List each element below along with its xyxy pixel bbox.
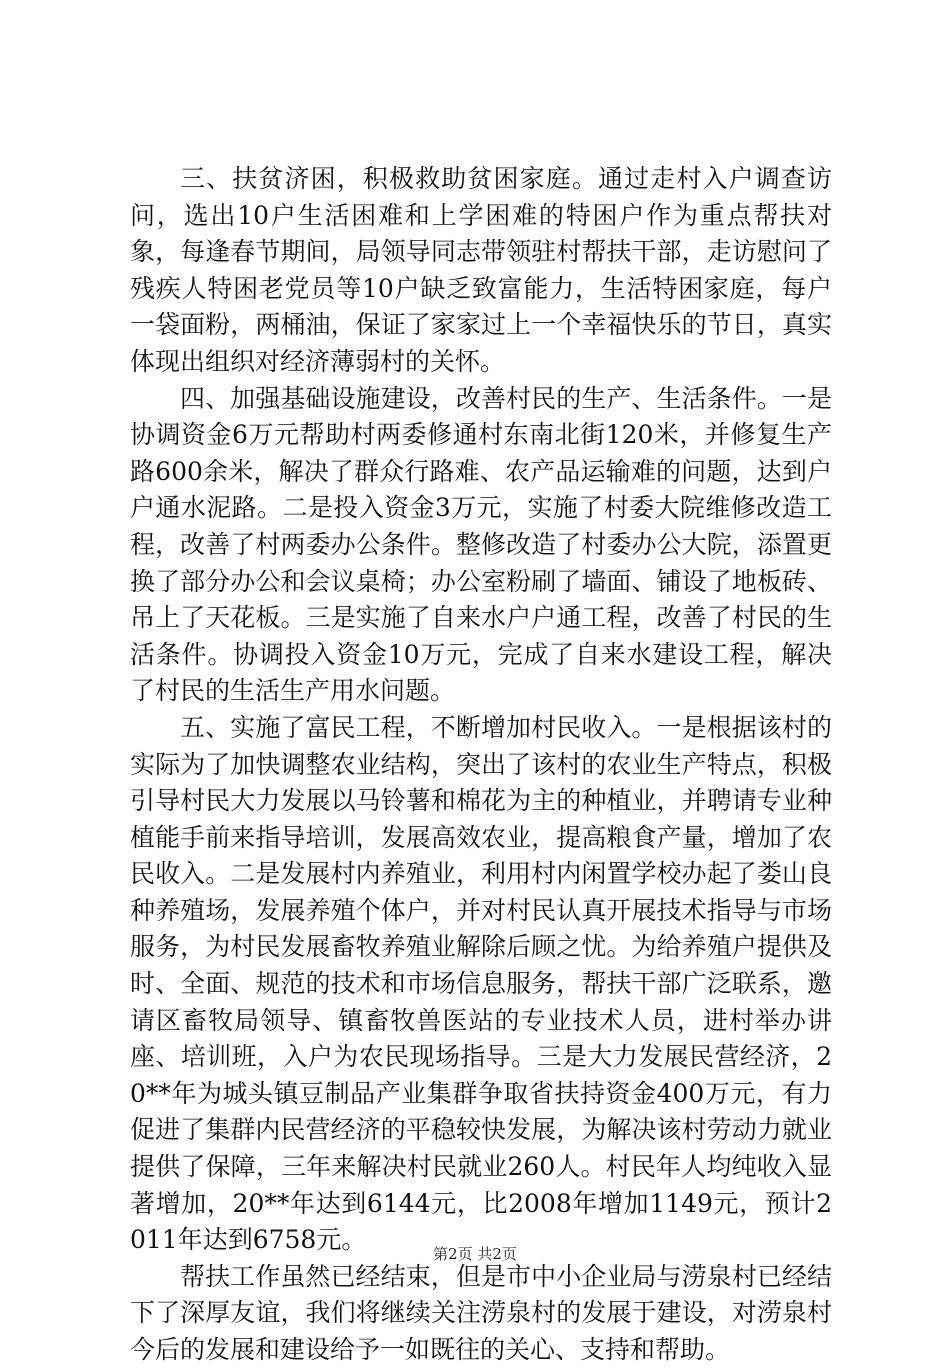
page-number-footer: 第2页 共2页 bbox=[433, 1245, 517, 1263]
paragraph-poverty-relief: 三、扶贫济困，积极救助贫困家庭。通过走村入户调查访问，选出10户生活困难和上学困难的特困户作为重点帮扶对象，每逢春节期间，局领导同志带领驻村帮扶干部，走访慰问了残疾人特困老党员等10户缺乏致富能力，生活特困家庭，每户一袋面粉，两桶油，保证了家家过上一个幸福快乐的节日，真实体现出组织对经济薄弱村的关怀。 bbox=[130, 164, 832, 376]
paragraph-income-project: 五、实施了富民工程，不断增加村民收入。一是根据该村的实际为了加快调整农业结构，突出了该村的农业生产特点，积极引导村民大力发展以马铃薯和棉花为主的种植业，并聘请专业种植能手前来指导培训，发展高效农业，提高粮食产量，增加了农民收入。二是发展村内养殖业，利用村内闲置学校办起了娄山良种养殖场，发展养殖个体户，并对村民认真开展技术指导与市场服务，为村民发展畜牧养殖业解除后顾之忧。为给养殖户提供及时、全面、规范的技术和市场信息服务，帮扶干部广泛联系，邀请区畜牧局领导、镇畜牧兽医站的专业技术人员，进村举办讲座、培训班，入户为农民现场指导。三是大力发展民营经济，20**年为城头镇豆制品产业集群争取省扶持资金400万元，有力促进了集群内民营经济的平稳较快发展，为解决该村劳动力就业提供了保障，三年来解决村民就业260人。村民年人均纯收入显著增加，20**年达到6144元，比2008年增加1149元，预计2011年达到6758元。 bbox=[130, 712, 832, 1255]
document-body bbox=[130, 161, 832, 1369]
paragraph-conclusion: 帮扶工作虽然已经结束，但是市中小企业局与涝泉村已经结下了深厚友谊，我们将继续关注涝泉村的发展于建设，对涝泉村今后的发展和建设给予一如既往的关心、支持和帮助。 bbox=[130, 1261, 832, 1364]
paragraph-infrastructure: 四、加强基础设施建设，改善村民的生产、生活条件。一是协调资金6万元帮助村两委修通村东南北街120米，并修复生产路600余米，解决了群众行路难、农产品运输难的问题，达到户户通水泥路。二是投入资金3万元，实施了村委大院维修改造工程，改善了村两委办公条件。整修改造了村委办公大院，添置更换了部分办公和会议桌椅；办公室粉刷了墙面、铺设了地板砖、吊上了天花板。三是实施了自来水户户通工程，改善了村民的生活条件。协调投入资金10万元，完成了自来水建设工程，解决了村民的生活生产用水问题。 bbox=[130, 383, 832, 706]
